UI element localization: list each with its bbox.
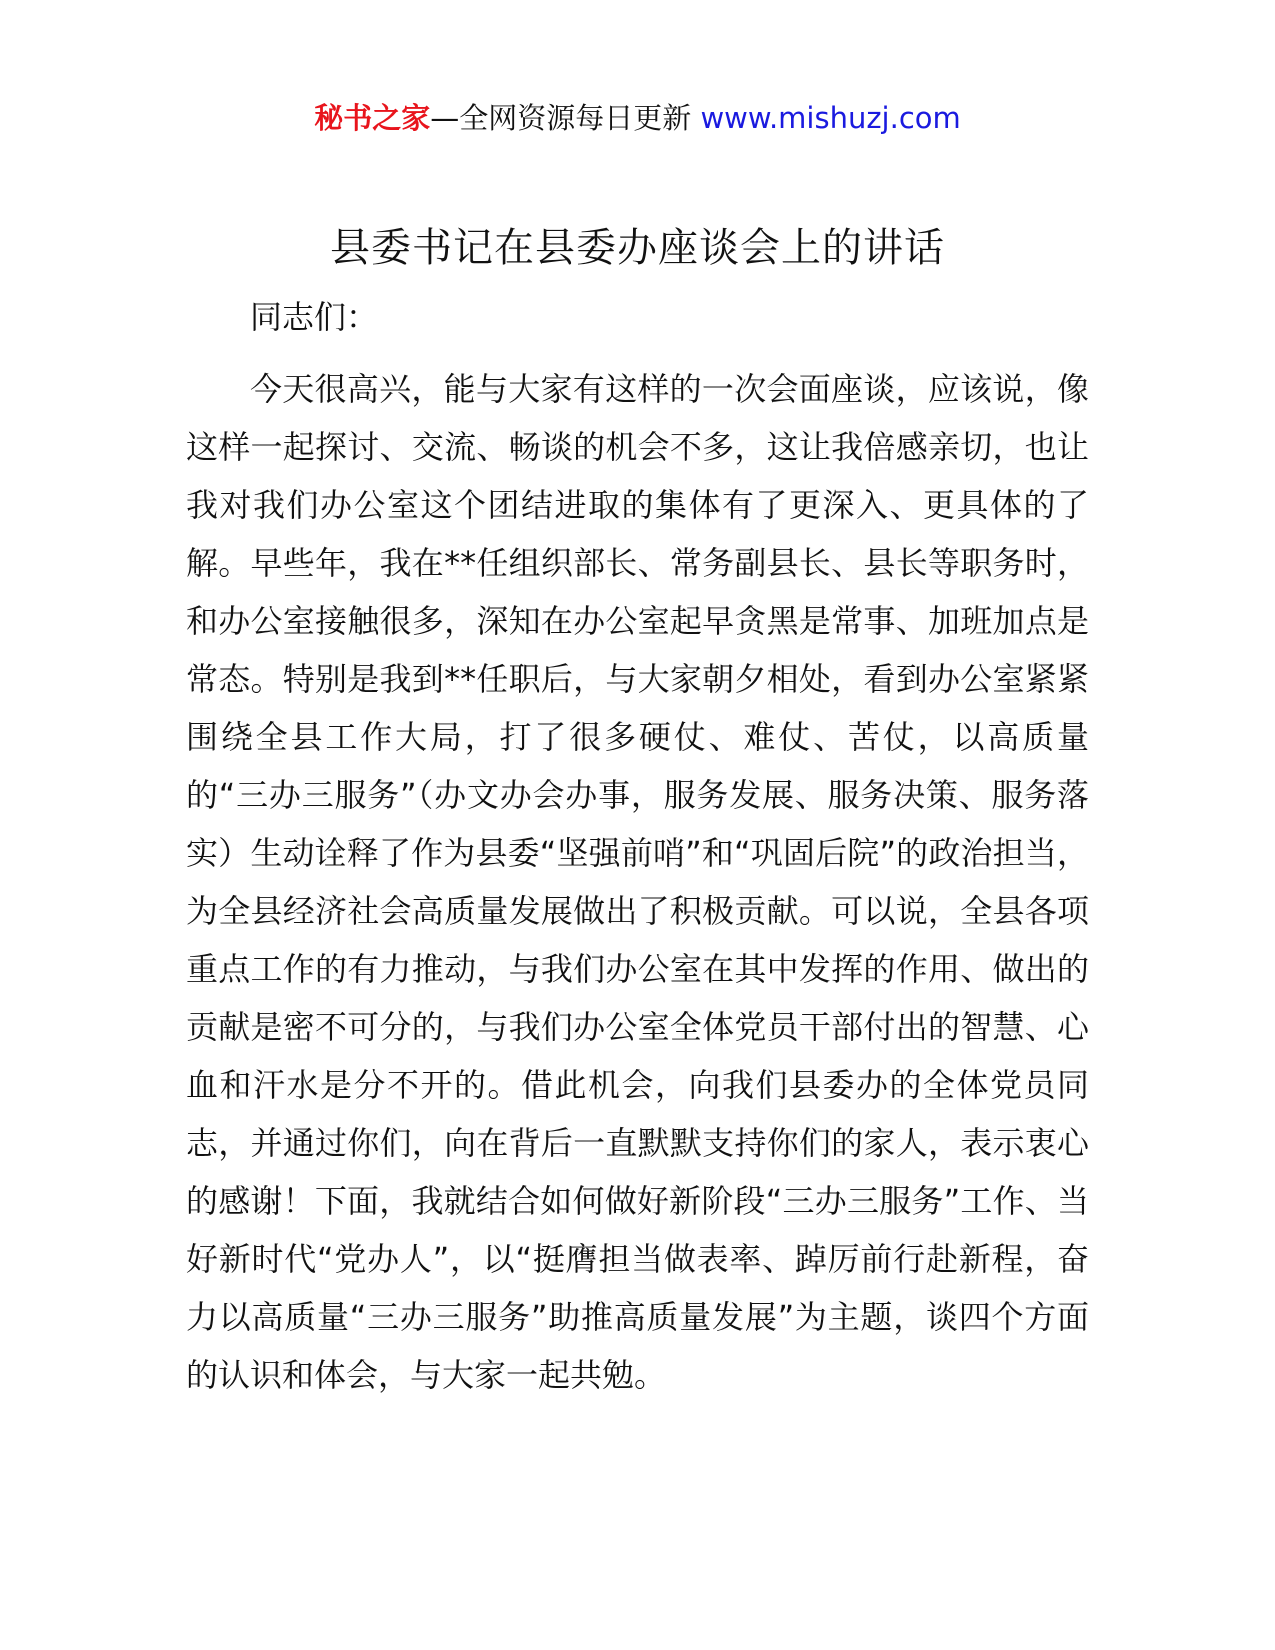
site-tagline: —全网资源每日更新 — [430, 101, 701, 135]
salutation: 同志们： — [250, 298, 379, 336]
site-brand: 秘书之家 — [314, 101, 431, 135]
document-body — [186, 288, 1089, 1404]
site-url-link[interactable]: www.mishuzj.com — [700, 101, 961, 135]
document-title: 县委书记在县委办座谈会上的讲话 — [330, 225, 945, 271]
site-header — [0, 98, 1275, 138]
body-paragraph: 今天很高兴，能与大家有这样的一次会面座谈，应该说，像这样一起探讨、交流、畅谈的机会不多，这让我倍感亲切，也让我对我们办公室这个团结进取的集体有了更深入、更具体的了解。早些年，我在**任组织部长、常务副县长、县长等职务时，和办公室接触很多，深知在办公室起早贪黑是常事、加班加点是常态。特别是我到**任职后，与大家朝夕相处，看到办公室紧紧围绕全县工作大局，打了很多硬仗、难仗、苦仗，以高质量的“三办三服务”（办文办会办事，服务发展、服务决策、服务落实）生动诠释了作为县委“坚强前哨”和“巩固后院”的政治担当，为全县经济社会高质量发展做出了积极贡献。可以说，全县各项重点工作的有力推动，与我们办公室在其中发挥的作用、做出的贡献是密不可分的，与我们办公室全体党员干部付出的智慧、心血和汗水是分不开的。借此机会，向我们县委办的全体党员同志，并通过你们，向在背后一直默默支持你们的家人，表示衷心的感谢！下面，我就结合如何做好新阶段“三办三服务”工作、当好新时代“党办人”，以“挺膺担当做表率、踔厉前行赴新程，奋力以高质量“三办三服务”助推高质量发展”为主题，谈四个方面的认识和体会，与大家一起共勉。 — [186, 370, 1089, 1394]
